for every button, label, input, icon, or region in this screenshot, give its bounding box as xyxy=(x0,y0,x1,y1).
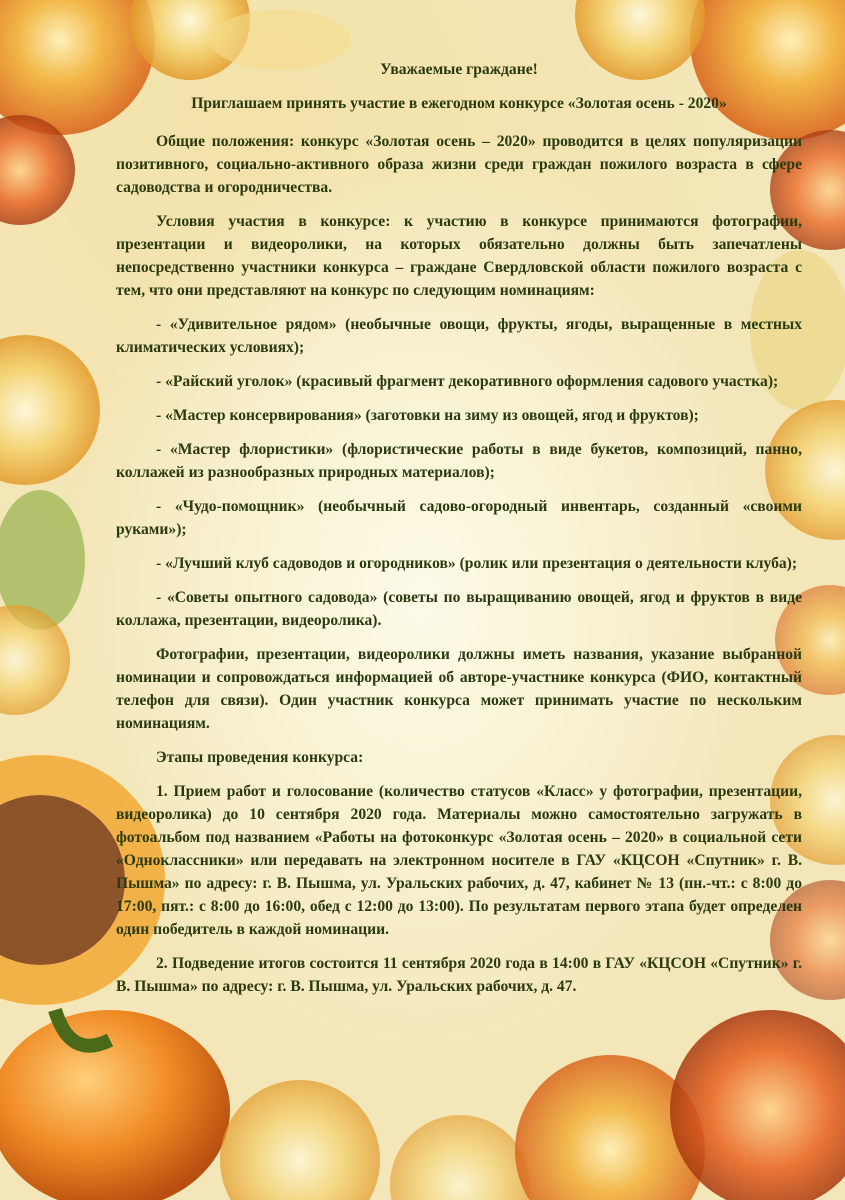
requirements-paragraph: Фотографии, презентации, видеоролики должны иметь названия, указание выбранной номинации и сопровождаться информацией об авторе-участнике конкурса (ФИО, контактный телефон для связи). Один участник конкурса может принимать участие по нескольким номинациям. xyxy=(116,646,802,732)
conditions-paragraph: Условия участия в конкурсе: к участию в конкурсе принимаются фотографии, презентации и видеоролики, на которых обязательно должны быть запечатлены непосредственно участники конкурса – граждане Свердловской области пожилого возраста с тем, что они представляют на конкурс по следующим номинациям: xyxy=(116,213,802,299)
autumn-flower-icon xyxy=(0,335,100,485)
nomination-item: - «Райский уголок» (красивый фрагмент декоративного оформления садового участка); xyxy=(156,373,779,390)
pumpkin-icon xyxy=(0,1010,230,1200)
nomination-item: - «Мастер консервирования» (заготовки на зиму из овощей, ягод и фруктов); xyxy=(156,407,699,424)
page-title: Уважаемые граждане! xyxy=(380,61,538,78)
general-provisions-paragraph: Общие положения: конкурс «Золотая осень – 2020» проводится в целях популяризации позитивного, социально-активного образа жизни среди граждан пожилого возраста в сфере садоводства и огородничества. xyxy=(116,133,802,196)
stages-heading: Этапы проведения конкурса: xyxy=(156,749,364,766)
nomination-item: - «Мастер флористики» (флористические работы в виде букетов, композиций, панно, коллажей из разнообразных природных материалов); xyxy=(116,441,802,481)
announcement-text xyxy=(116,58,802,1009)
autumn-flower-icon xyxy=(390,1115,530,1200)
nomination-item: - «Советы опытного садовода» (советы по выращиванию овощей, ягод и фруктов в виде коллажа, презентации, видеоролика). xyxy=(116,589,802,629)
invitation-subtitle: Приглашаем принять участие в ежегодном конкурсе «Золотая осень - 2020» xyxy=(191,95,727,112)
nomination-item: - «Лучший клуб садоводов и огородников» (ролик или презентация о деятельности клуба); xyxy=(156,555,798,572)
nomination-item: - «Удивительное рядом» (необычные овощи, фрукты, ягоды, выращенные в местных климатических условиях); xyxy=(116,316,802,356)
nomination-item: - «Чудо-помощник» (необычный садово-огородный инвентарь, созданный «своими руками»); xyxy=(116,498,802,538)
autumn-flower-icon xyxy=(670,1010,845,1200)
stage-item: 1. Прием работ и голосование (количество статусов «Класс» у фотографии, презентации, видеоролика) до 10 сентября 2020 года. Материалы можно самостоятельно загружать в фотоальбом под названием «Работы на фотоконкурс «Золотая осень – 2020» в социальной сети «Одноклассники» или передавать на электронном носителе в ГАУ «КЦСОН «Спутник» г. В. Пышма» по адресу: г. В. Пышма, ул. Уральских рабочих, д. 47, кабинет № 13 (пн.-чт.: с 8:00 до 17:00, пят.: с 8:00 до 16:00, обед с 12:00 до 13:00). По результатам первого этапа будет определен один победитель в каждой номинации. xyxy=(116,783,802,938)
stage-item: 2. Подведение итогов состоится 11 сентября 2020 года в 14:00 в ГАУ «КЦСОН «Спутник» г. В. Пышма» по адресу: г. В. Пышма, ул. Уральских рабочих, д. 47. xyxy=(116,955,802,995)
autumn-flower-icon xyxy=(220,1080,380,1200)
